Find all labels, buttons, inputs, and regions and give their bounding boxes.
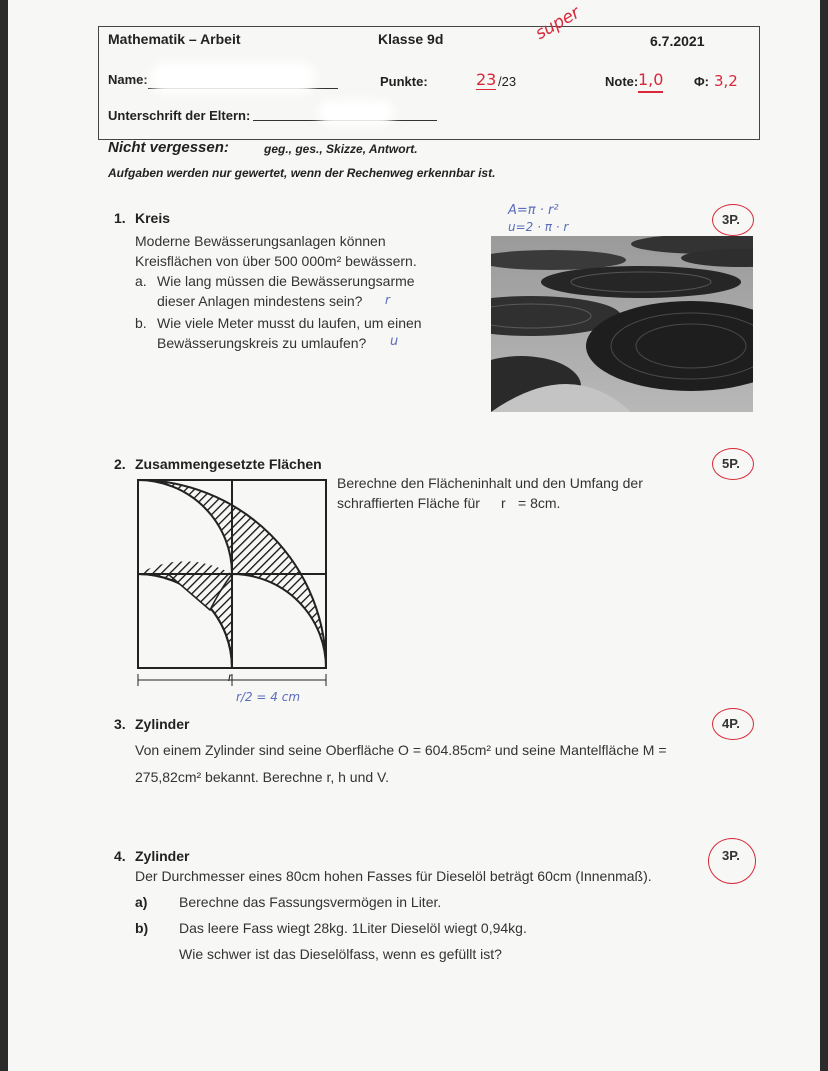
formula-circumference: u=2 · π · r <box>508 220 569 234</box>
reminder-note: Aufgaben werden nur gewertet, wenn der Rechenweg erkennbar ist. <box>108 166 496 180</box>
irrigation-photo <box>491 236 753 412</box>
task1a-text: Wie lang müssen die Bewässerungsarme <box>157 273 415 289</box>
task1a-label: a. <box>135 273 147 289</box>
dimension-label: r <box>228 670 232 684</box>
task4-title: Zylinder <box>135 848 190 864</box>
name-label: Name: <box>108 72 148 87</box>
task4a-label: a) <box>135 894 148 910</box>
task3-points: 4P. <box>722 716 740 731</box>
task1-title: Kreis <box>135 210 171 226</box>
task2-variable: r <box>501 495 506 511</box>
exam-date: 6.7.2021 <box>650 33 705 49</box>
task4b-text: Das leere Fass wiegt 28kg. 1Liter Dieselöl wiegt 0,94kg. <box>179 920 527 936</box>
task1b-text: Wie viele Meter musst du laufen, um einen <box>157 315 422 331</box>
reminder-title: Nicht vergessen: <box>108 139 229 156</box>
task1b-label: b. <box>135 315 147 331</box>
task1-number: 1. <box>114 210 126 226</box>
composite-figure <box>128 470 338 690</box>
signature-label: Unterschrift der Eltern: <box>108 108 251 123</box>
task1b-note: u <box>390 334 399 349</box>
task4b-text: Wie schwer ist das Dieselölfass, wenn es gefüllt ist? <box>179 946 502 962</box>
points-value: 23 <box>476 70 497 89</box>
task4-text: Der Durchmesser eines 80cm hohen Fasses für Dieselöl beträgt 60cm (Innenmaß). <box>135 868 652 884</box>
teacher-comment: super <box>532 2 584 44</box>
name-line <box>148 88 338 89</box>
task1-text: Moderne Bewässerungsanlagen können <box>135 233 386 249</box>
task3-text: 275,82cm² bekannt. Berechne r, h und V. <box>135 769 389 785</box>
average-label: Φ: <box>694 74 709 89</box>
task1b-text: Bewässerungskreis zu umlaufen? <box>157 335 367 351</box>
task2-title: Zusammengesetzte Flächen <box>135 456 322 472</box>
task4a-text: Berechne das Fassungsvermögen in Liter. <box>179 894 442 910</box>
grade-label: Note: <box>605 74 639 89</box>
grade-value: 1,0 <box>638 70 663 93</box>
reminder-items: geg., ges., Skizze, Antwort. <box>264 142 418 156</box>
task2-number: 2. <box>114 456 126 472</box>
redaction <box>326 108 386 118</box>
task2-points: 5P. <box>722 456 740 471</box>
task3-title: Zylinder <box>135 716 190 732</box>
task1a-text: dieser Anlagen mindestens sein? <box>157 293 363 309</box>
task3-text: Von einem Zylinder sind seine Oberfläche O = 604.85cm² und seine Mantelfläche M = <box>135 742 667 758</box>
formula-area: A=π · r² <box>508 203 559 218</box>
signature-line <box>253 120 437 121</box>
points-label: Punkte: <box>380 74 428 89</box>
exam-sheet <box>8 0 820 1071</box>
task3-number: 3. <box>114 716 126 732</box>
task1-points: 3P. <box>722 212 740 227</box>
points-max: /23 <box>498 74 517 89</box>
exam-title: Mathematik – Arbeit <box>108 31 241 47</box>
task2-hand-note: r/2 = 4 cm <box>236 690 301 704</box>
average-value: 3,2 <box>714 72 738 90</box>
task2-text: = 8cm. <box>518 495 561 511</box>
task2-text: schraffierten Fläche für <box>337 495 480 511</box>
class-label: Klasse 9d <box>378 31 444 47</box>
task1a-note: r <box>385 293 390 307</box>
redaction <box>158 70 308 86</box>
task4-points: 3P. <box>722 848 740 863</box>
task4-number: 4. <box>114 848 126 864</box>
task1-text: Kreisflächen von über 500 000m² bewässern. <box>135 253 417 269</box>
task2-text: Berechne den Flächeninhalt und den Umfang der <box>337 475 643 491</box>
task4b-label: b) <box>135 920 149 936</box>
